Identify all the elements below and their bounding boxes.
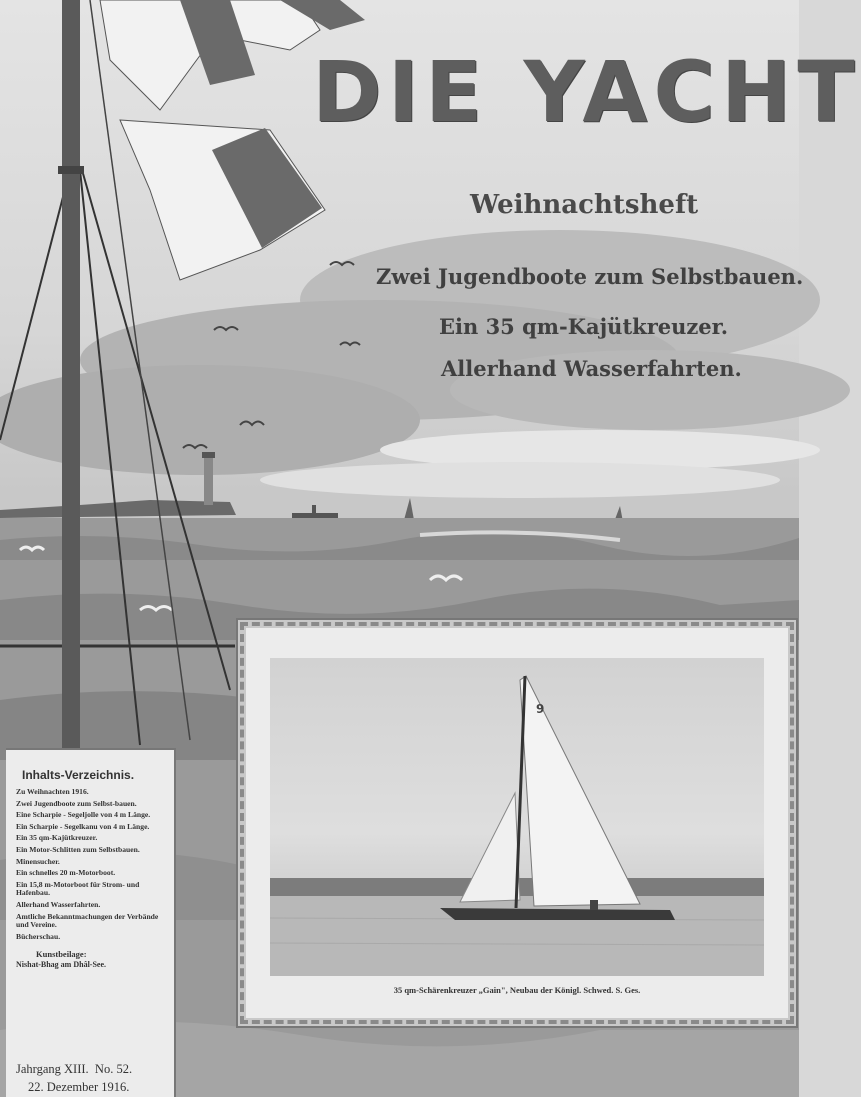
volume: Jahrgang XIII. <box>16 1062 89 1076</box>
toc-item: Ein 35 qm-Kajütkreuzer. <box>16 833 98 843</box>
sail-number: 9 <box>536 702 545 716</box>
issue-date: 22. Dezember 1916. <box>28 1080 130 1094</box>
headline-3: Allerhand Wasserfahrten. <box>441 356 742 381</box>
lighthouse <box>204 455 213 505</box>
photo-frame <box>238 620 796 1026</box>
jib <box>460 793 520 902</box>
toc-item: Ein Scharpie - Segelkanu von 4 m Länge. <box>16 821 150 831</box>
supplement-title: Nishat-Bhag am Dhâl-See. <box>16 960 107 970</box>
toc-list <box>16 788 168 941</box>
toc-item: Zu Weihnachten 1916. <box>16 787 89 796</box>
table-of-contents <box>6 748 176 1097</box>
sailor <box>590 900 598 910</box>
issue-number: No. 52. <box>94 1062 133 1076</box>
toc-title: Inhalts-Verzeichnis. <box>22 768 135 782</box>
headline-2: Ein 35 qm-Kajütkreuzer. <box>439 314 729 339</box>
toc-item: Eine Scharpie - Segeljolle von 4 m Länge. <box>16 810 151 820</box>
sailboat-photo <box>270 658 764 976</box>
masthead-title: DIE YACHT <box>312 43 861 141</box>
issue-subtitle: Weihnachtsheft <box>470 190 699 220</box>
photo-caption: 35 qm-Schärenkreuzer „Gain", Neubau der Königl. Schwed. S. Ges. <box>393 985 641 995</box>
boat-mast <box>516 676 525 908</box>
toc-item: Bücherschau. <box>16 931 61 941</box>
issue-volume-number <box>16 1062 132 1077</box>
distant-sail <box>404 498 414 520</box>
toc-item: Zwei Jugendboote zum Selbst-bauen. <box>16 798 137 808</box>
toc-item: Minensucher. <box>16 856 60 866</box>
cloud-light <box>260 462 780 498</box>
toc-item: Amtliche Bekanntmachungen der Verbände und Vereine. <box>16 911 159 930</box>
supplement-label: Kunstbeilage: <box>36 949 87 960</box>
toc-item: Ein schnelles 20 m-Motorboot. <box>16 868 116 878</box>
mast <box>62 0 80 750</box>
headline-1: Zwei Jugendboote zum Selbstbauen. <box>376 264 804 289</box>
toc-item: Ein Motor-Schlitten zum Selbstbauen. <box>16 844 140 854</box>
toc-item: Allerhand Wasserfahrten. <box>16 899 101 909</box>
headland <box>0 500 236 518</box>
hull <box>440 908 675 920</box>
toc-item: Ein 15,8 m-Motorboot für Strom- und Hafenbau. <box>16 879 140 898</box>
